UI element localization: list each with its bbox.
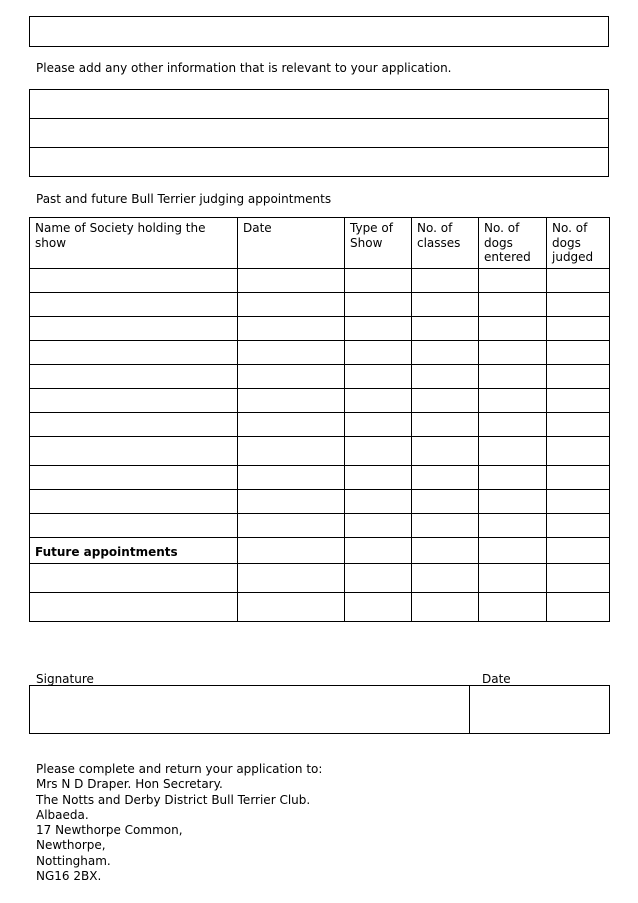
table-row [30,292,610,316]
table-row [30,592,610,621]
other-info-field-2[interactable] [30,119,609,148]
address-line: Nottingham. [36,853,111,868]
table-row [30,412,610,436]
table-row [30,489,610,513]
address-line: NG16 2BX. [36,869,102,884]
other-info-field-3[interactable] [30,148,609,177]
address-line: Albaeda. [36,807,89,822]
col-header-society: Name of Society holding the show [30,218,238,269]
future-appointments-row [30,537,610,563]
return-address [36,762,322,884]
future-appointments-label: Future appointments [30,537,238,563]
other-info-box [29,89,609,177]
judging-table [29,217,610,622]
address-line: Mrs N D Draper. Hon Secretary. [36,777,223,792]
table-row [30,513,610,537]
col-header-dogs-judged: No. of dogs judged [547,218,610,269]
table-row [30,465,610,489]
signature-label: Signature [36,672,94,686]
col-header-classes: No. of classes [412,218,479,269]
other-info-row [30,148,609,177]
top-input-box[interactable] [29,16,609,47]
table-row [30,563,610,592]
signature-field[interactable] [30,686,470,734]
col-header-show-type: Type of Show [345,218,412,269]
judging-heading: Past and future Bull Terrier judging appointments [36,192,332,206]
col-header-date: Date [238,218,345,269]
other-info-field-1[interactable] [30,90,609,119]
address-line: Newthorpe, [36,838,106,853]
date-label: Date [482,672,511,686]
signature-table [29,685,610,734]
table-row [30,364,610,388]
other-info-row [30,119,609,148]
table-row [30,436,610,465]
table-row [30,340,610,364]
table-header-row [30,218,610,269]
table-row [30,388,610,412]
date-field[interactable] [470,686,610,734]
other-info-prompt: Please add any other information that is relevant to your application. [36,61,452,75]
other-info-row [30,90,609,119]
table-row [30,268,610,292]
table-row [30,316,610,340]
address-line: The Notts and Derby District Bull Terrier Club. [36,792,311,807]
col-header-dogs-entered: No. of dogs entered [479,218,547,269]
return-instruction: Please complete and return your application to: [36,762,323,776]
address-line: 17 Newthorpe Common, [36,823,183,838]
